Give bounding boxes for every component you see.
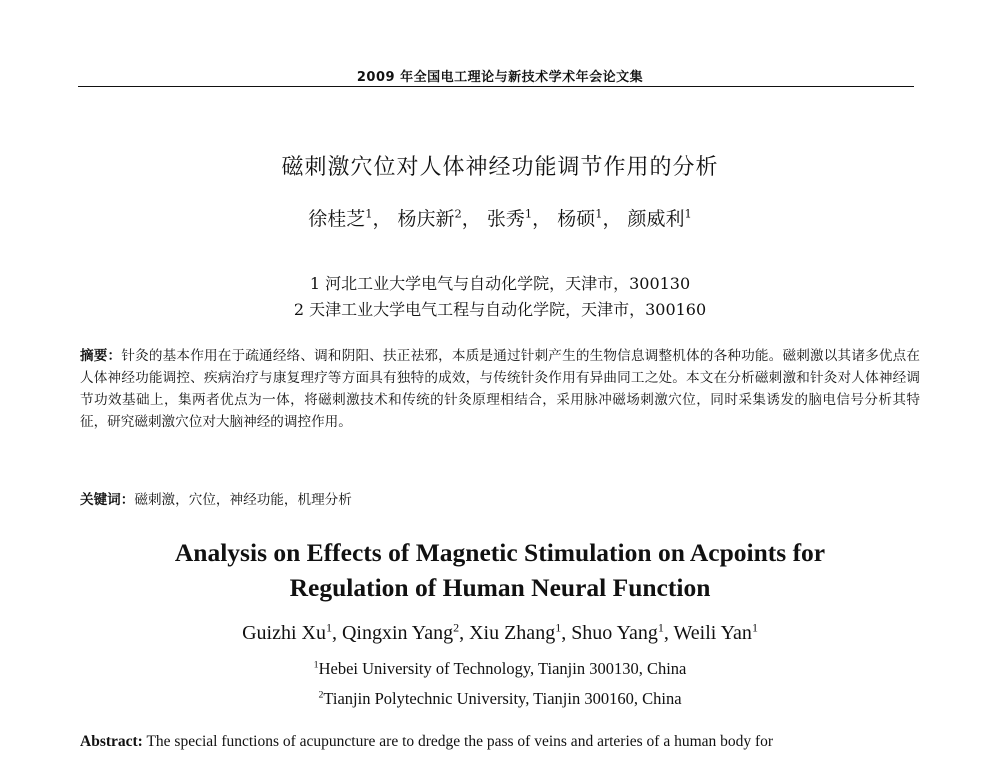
author-affil-mark: 1 (524, 206, 533, 221)
author-affil-mark: 1 (595, 206, 603, 221)
author-separator: ， (461, 208, 481, 230)
english-title-line-2: Regulation of Human Neural Function (289, 573, 711, 602)
author-name: Xiu Zhang (469, 622, 556, 644)
affil-mark: 2 (318, 689, 324, 701)
chinese-affiliation-1: 1 河北工业大学电气与自动化学院，天津市，300130 (309, 274, 691, 293)
chinese-title: 磁刺激穴位对人体神经功能调节作用的分析 (281, 155, 719, 180)
english-affiliation-2 (0, 689, 1000, 709)
author-name: 徐桂芝 (308, 208, 366, 230)
author-affil-mark: 1 (751, 620, 758, 635)
author-name: 颜威利 (627, 208, 685, 230)
english-title (0, 535, 1000, 605)
affil-text: Tianjin Polytechnic University, Tianjin 300160, China (323, 689, 682, 708)
abstract-label: 摘要： (80, 348, 122, 364)
english-authors (0, 622, 1000, 645)
chinese-keywords (80, 488, 352, 508)
affil-mark: 1 (313, 659, 319, 671)
author-separator: , (561, 622, 572, 644)
author-name: Guizhi Xu (242, 622, 326, 644)
chinese-affiliation-2: 2 天津工业大学电气工程与自动化学院，天津市，300160 (293, 300, 707, 319)
affil-text: Hebei University of Technology, Tianjin 300130, China (318, 659, 687, 678)
header-rule (78, 86, 914, 87)
author-separator: , (331, 622, 342, 644)
abstract-text: The special functions of acupuncture are to dredge the pass of veins and arteries of a human body for (142, 733, 774, 750)
author-name: Shuo Yang (571, 622, 658, 644)
author-name: 杨硕 (557, 208, 596, 230)
author-affil-mark: 1 (555, 620, 562, 635)
author-separator: , (459, 622, 470, 644)
author-name: Qingxin Yang (341, 622, 454, 644)
abstract-label: Abstract: (80, 733, 143, 750)
keywords-label: 关键词： (80, 492, 135, 508)
abstract-text: 针灸的基本作用在于疏通经络、调和阴阳、扶正祛邪，本质是通过针刺产生的生物信息调整机体的各种功能。磁刺激以其诸多优点在人体神经功能调控、疾病治疗与康复理疗等方面具有独特的成效，与传统针灸作用有异曲同工之处。本文在分析磁刺激和针灸对人体神经调节功效基础上，集两者优点为一体，将磁刺激技术和传统的针灸原理相结合，采用脉冲磁场刺激穴位，同时采集诱发的脑电信号分析其特征，研究磁刺激穴位对大脑神经的调控作用。 (80, 348, 921, 430)
author-affil-mark: 1 (657, 620, 664, 635)
english-abstract (80, 733, 940, 751)
english-title-line-1: Analysis on Effects of Magnetic Stimulation on Acpoints for (174, 538, 826, 567)
author-affil-mark: 1 (684, 206, 692, 221)
author-affil-mark: 1 (325, 620, 332, 635)
author-name: 杨庆新 (397, 208, 455, 230)
chinese-abstract (80, 345, 920, 433)
author-separator: ， (372, 208, 392, 230)
proceedings-header: 2009 年全国电工理论与新技术学术年会论文集 (356, 70, 644, 85)
chinese-authors (0, 204, 1000, 231)
english-affiliation-1 (0, 659, 1000, 679)
author-separator: ， (602, 208, 622, 230)
author-name: 张秀 (486, 208, 525, 230)
author-affil-mark: 2 (453, 620, 460, 635)
keywords-text: 磁刺激，穴位，神经功能，机理分析 (134, 492, 352, 508)
author-affil-mark: 2 (454, 206, 462, 221)
author-separator: , (663, 622, 674, 644)
author-affil-mark: 1 (365, 206, 373, 221)
author-separator: ， (532, 208, 552, 230)
author-name: Weili Yan (673, 622, 752, 644)
